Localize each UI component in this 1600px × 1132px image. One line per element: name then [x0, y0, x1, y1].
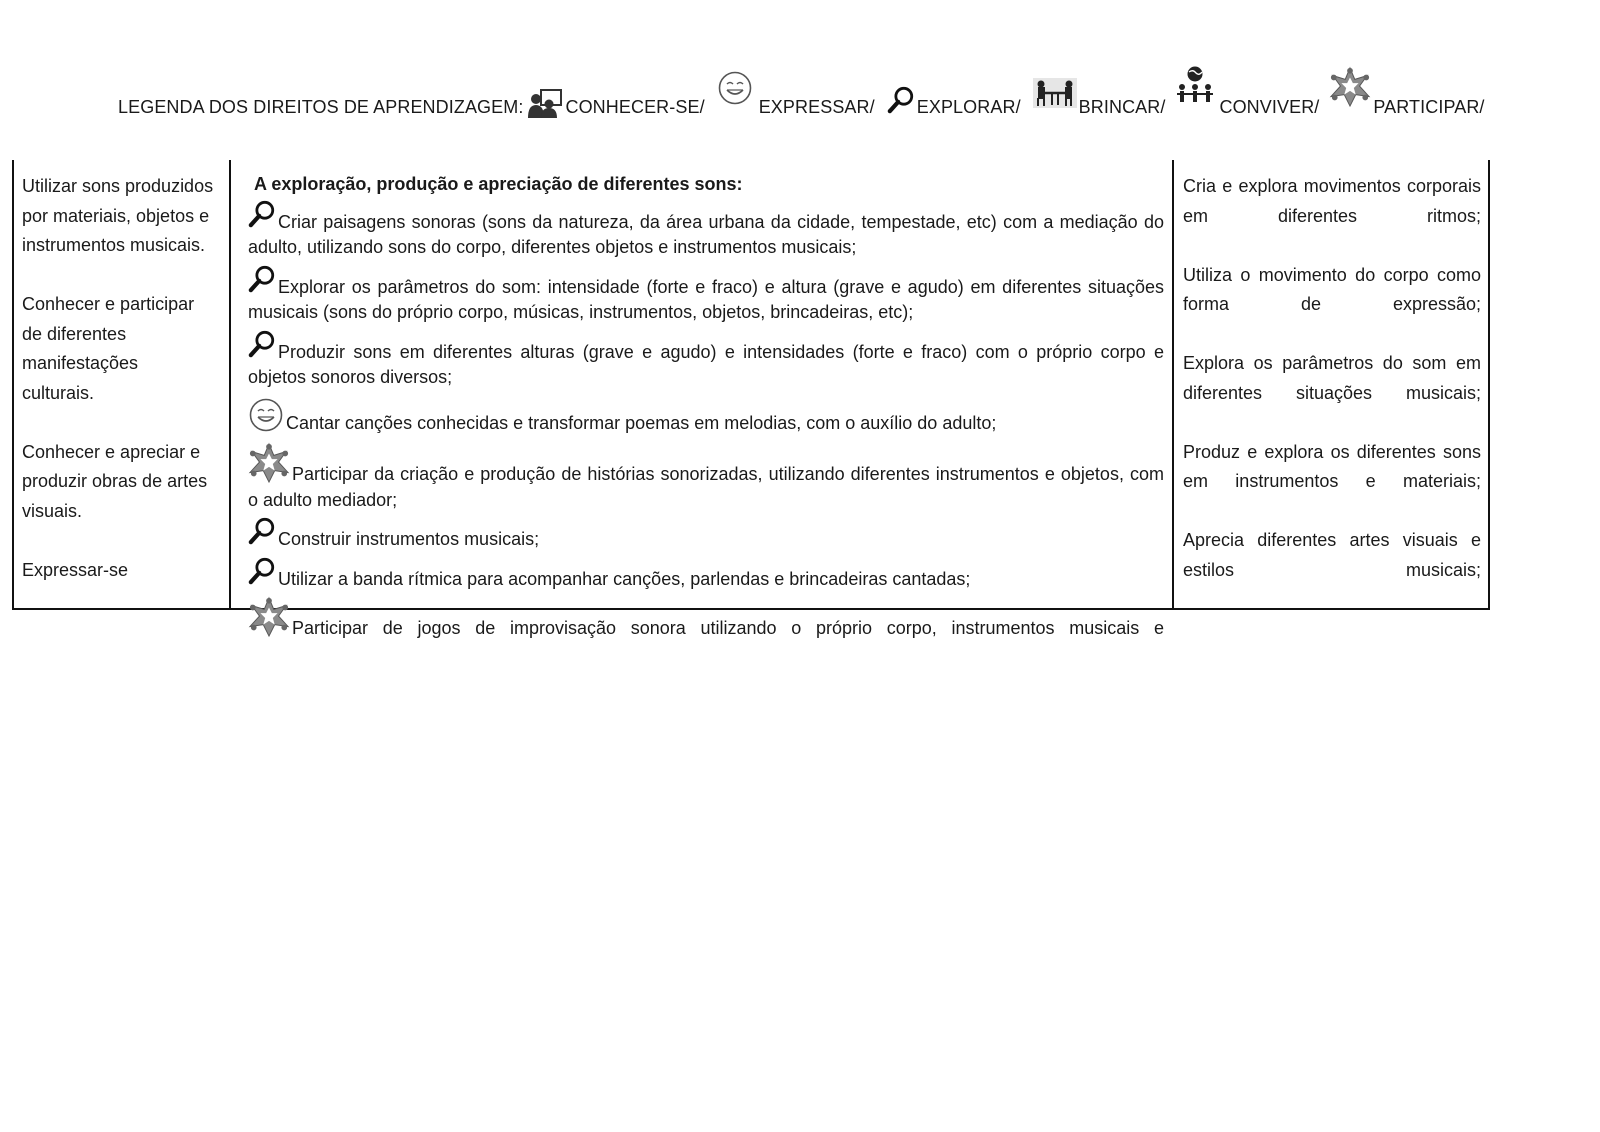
- legend-item-participar: PARTICIPAR/: [1373, 97, 1485, 117]
- assessment-column: [1183, 172, 1481, 615]
- content-item: [248, 397, 1164, 437]
- content-item: [248, 330, 1164, 391]
- legend-bar: [118, 66, 1558, 120]
- legend-prefix: LEGENDA DOS DIREITOS DE APRENDIZAGEM:: [118, 97, 524, 117]
- people-board-icon: [527, 88, 563, 120]
- content-heading: A exploração, produção e apreciação de diferentes sons:: [254, 174, 743, 194]
- objective-item: Conhecer e apreciar e produzir obras de artes visuais.: [22, 441, 208, 521]
- smiley-icon: [717, 70, 753, 106]
- content-item-text: Participar de jogos de improvisação sonora utilizando o próprio corpo, instrumentos musicais e: [292, 618, 1164, 638]
- objectives-column: [22, 172, 228, 585]
- globe-people-icon: [1177, 66, 1213, 104]
- assessment-item: Utiliza o movimento do corpo como forma de expressão;: [1183, 264, 1481, 314]
- legend-item-conviver: CONVIVER/: [1219, 97, 1320, 117]
- objective-item: Utilizar sons produzidos por materiais, objetos e instrumentos musicais.: [22, 176, 214, 255]
- smiley-icon: [248, 397, 284, 433]
- star-people-icon: [248, 442, 290, 484]
- children-playing-icon: [1033, 78, 1077, 108]
- content-column: [248, 172, 1164, 646]
- magnifier-icon: [248, 200, 276, 228]
- content-item-text: Explorar os parâmetros do som: intensidade (forte e fraco) e altura (grave e agudo) em diferentes situações musicais (sons do próprio corpo, músicas, instrumentos, objetos, brincadeiras, etc);: [248, 276, 1164, 322]
- legend-item-expressar: EXPRESSAR/: [758, 97, 875, 117]
- assessment-item: Aprecia diferentes artes visuais e estilos musicais;: [1183, 530, 1481, 580]
- legend-item-brincar: BRINCAR/: [1078, 97, 1166, 117]
- assessment-item: Produz e explora os diferentes sons em instrumentos e materiais;: [1183, 441, 1481, 491]
- table-border-right: [1488, 160, 1490, 610]
- table-divider-1: [229, 160, 231, 610]
- magnifier-icon: [248, 517, 276, 545]
- objective-item: Expressar-se: [22, 559, 129, 580]
- magnifier-icon: [248, 330, 276, 358]
- content-item-text: Cantar canções conhecidas e transformar poemas em melodias, com o auxílio do adulto;: [286, 412, 997, 433]
- content-item: [248, 557, 1164, 593]
- magnifier-icon: [248, 557, 276, 585]
- content-item-text: Criar paisagens sonoras (sons da natureza, da área urbana da cidade, tempestade, etc) com a mediação do adulto, utilizando sons do corpo, diferentes objetos e instrumentos musicais;: [248, 211, 1164, 257]
- content-item-text: Participar da criação e produção de histórias sonorizadas, utilizando diferentes instrumentos e objetos, com o adulto mediador;: [248, 464, 1164, 510]
- magnifier-icon: [248, 265, 276, 293]
- star-people-icon: [248, 596, 290, 638]
- content-item-text: Produzir sons em diferentes alturas (grave e agudo) e intensidades (forte e fraco) com o próprio corpo e objetos sonoros diversos;: [248, 341, 1164, 387]
- content-item-text: Utilizar a banda rítmica para acompanhar canções, parlendas e brincadeiras cantadas;: [278, 568, 971, 589]
- content-item: [248, 517, 1164, 553]
- objective-item: Conhecer e participar de diferentes manifestações culturais.: [22, 294, 195, 403]
- table-divider-2: [1172, 160, 1174, 610]
- table-border-left: [12, 160, 14, 610]
- legend-item-conhecer: CONHECER-SE/: [565, 97, 705, 117]
- assessment-item: Explora os parâmetros do som em diferentes situações musicais;: [1183, 353, 1481, 403]
- content-item: [248, 442, 1164, 513]
- magnifier-icon: [887, 86, 915, 114]
- content-item: [248, 596, 1164, 642]
- content-item-text: Construir instrumentos musicais;: [278, 529, 540, 549]
- legend-item-explorar: EXPLORAR/: [916, 97, 1021, 117]
- content-item: [248, 200, 1164, 261]
- star-people-icon: [1329, 66, 1371, 108]
- content-item: [248, 265, 1164, 326]
- assessment-item: Cria e explora movimentos corporais em diferentes ritmos;: [1183, 176, 1481, 226]
